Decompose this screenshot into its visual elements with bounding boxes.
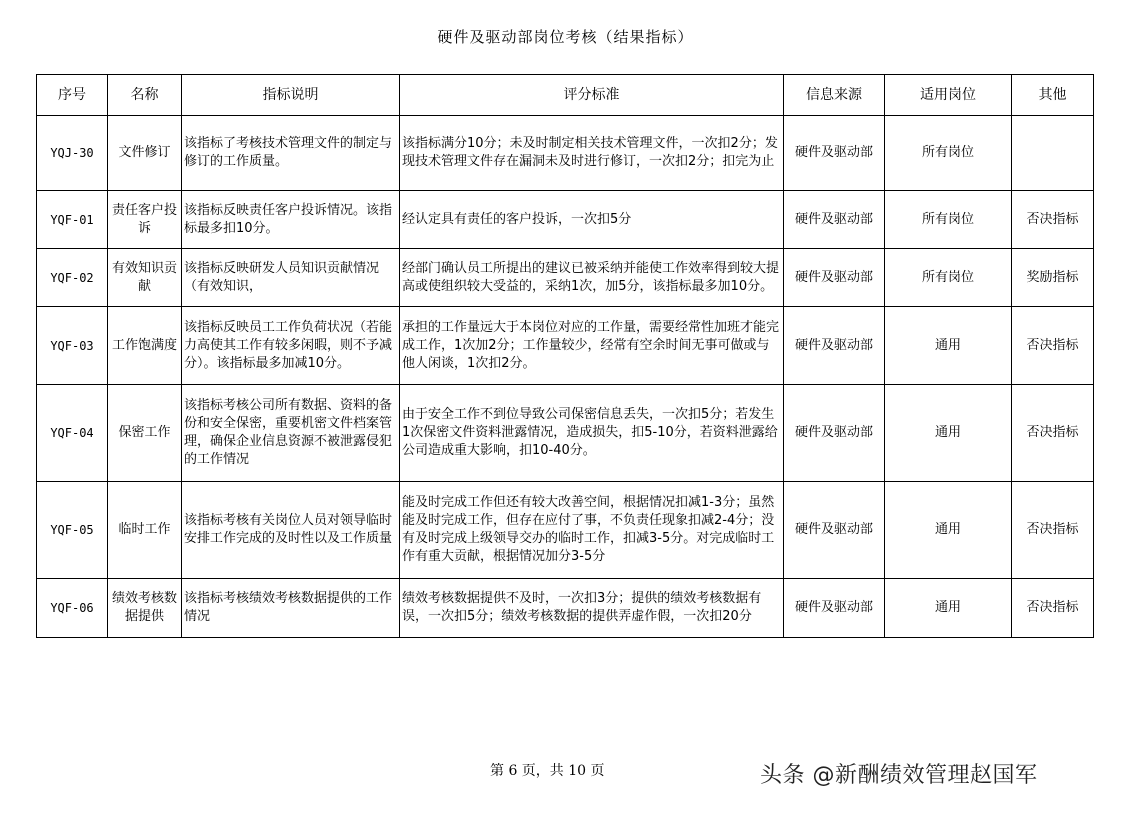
header-post: 适用岗位 bbox=[885, 75, 1012, 116]
table-header-row bbox=[37, 75, 1094, 116]
row-name: 工作饱满度 bbox=[108, 307, 182, 385]
row-post: 通用 bbox=[885, 307, 1012, 385]
document-title: 硬件及驱动部岗位考核（结果指标） bbox=[437, 28, 694, 46]
row-criteria: 绩效考核数据提供不及时，一次扣3分；提供的绩效考核数据有误，一次扣5分；绩效考核数据的提供弄虚作假，一次扣20分 bbox=[400, 579, 784, 638]
row-post: 所有岗位 bbox=[885, 191, 1012, 249]
row-post: 所有岗位 bbox=[885, 249, 1012, 307]
row-name: 文件修订 bbox=[108, 116, 182, 191]
row-name: 绩效考核数据提供 bbox=[108, 579, 182, 638]
row-name: 有效知识贡献 bbox=[108, 249, 182, 307]
row-other bbox=[1012, 116, 1094, 191]
row-post: 通用 bbox=[885, 385, 1012, 482]
row-post: 通用 bbox=[885, 482, 1012, 579]
assessment-table bbox=[36, 74, 1094, 638]
watermark: 头条 @新酬绩效管理赵国军 bbox=[760, 763, 1038, 788]
row-source: 硬件及驱动部 bbox=[784, 482, 885, 579]
table-row bbox=[37, 191, 1094, 249]
row-source: 硬件及驱动部 bbox=[784, 249, 885, 307]
table-row bbox=[37, 307, 1094, 385]
row-source: 硬件及驱动部 bbox=[784, 116, 885, 191]
row-code: YQF-06 bbox=[37, 579, 108, 638]
row-description: 该指标考核公司所有数据、资料的备份和安全保密，重要机密文件档案管理，确保企业信息资源不被泄露侵犯的工作情况 bbox=[182, 385, 400, 482]
row-description: 该指标反映责任客户投诉情况。该指标最多扣10分。 bbox=[182, 191, 400, 249]
page-number: 第 6 页，共 10 页 bbox=[490, 763, 605, 779]
row-description: 该指标了考核技术管理文件的制定与修订的工作质量。 bbox=[182, 116, 400, 191]
row-source: 硬件及驱动部 bbox=[784, 385, 885, 482]
row-other: 否决指标 bbox=[1012, 579, 1094, 638]
row-criteria: 经认定具有责任的客户投诉，一次扣5分 bbox=[400, 191, 784, 249]
header-index: 序号 bbox=[37, 75, 108, 116]
header-criteria: 评分标准 bbox=[400, 75, 784, 116]
row-criteria: 该指标满分10分；未及时制定相关技术管理文件，一次扣2分；发现技术管理文件存在漏洞未及时进行修订，一次扣2分；扣完为止 bbox=[400, 116, 784, 191]
row-code: YQF-02 bbox=[37, 249, 108, 307]
table-row bbox=[37, 385, 1094, 482]
row-post: 所有岗位 bbox=[885, 116, 1012, 191]
row-criteria: 能及时完成工作但还有较大改善空间，根据情况扣减1-3分；虽然能及时完成工作，但存在应付了事，不负责任现象扣减2-4分；没有及时完成上级领导交办的临时工作，扣减3-5分。对完成临时工作有重大贡献，根据情况加分3-5分 bbox=[400, 482, 784, 579]
row-other: 否决指标 bbox=[1012, 385, 1094, 482]
row-criteria: 经部门确认员工所提出的建议已被采纳并能使工作效率得到较大提高或使组织较大受益的，采纳1次，加5分，该指标最多加10分。 bbox=[400, 249, 784, 307]
header-description: 指标说明 bbox=[182, 75, 400, 116]
row-source: 硬件及驱动部 bbox=[784, 307, 885, 385]
row-name: 保密工作 bbox=[108, 385, 182, 482]
header-source: 信息来源 bbox=[784, 75, 885, 116]
row-other: 否决指标 bbox=[1012, 307, 1094, 385]
row-source: 硬件及驱动部 bbox=[784, 579, 885, 638]
row-code: YQF-05 bbox=[37, 482, 108, 579]
row-code: YQF-04 bbox=[37, 385, 108, 482]
row-name: 责任客户投诉 bbox=[108, 191, 182, 249]
row-code: YQF-03 bbox=[37, 307, 108, 385]
row-description: 该指标反映员工工作负荷状况（若能力高使其工作有较多闲暇，则不予减分）。该指标最多加减10分。 bbox=[182, 307, 400, 385]
row-code: YQF-01 bbox=[37, 191, 108, 249]
row-other: 否决指标 bbox=[1012, 482, 1094, 579]
table-row bbox=[37, 482, 1094, 579]
row-name: 临时工作 bbox=[108, 482, 182, 579]
row-description: 该指标反映研发人员知识贡献情况（有效知识， bbox=[182, 249, 400, 307]
row-code: YQJ-30 bbox=[37, 116, 108, 191]
table-row bbox=[37, 579, 1094, 638]
header-other: 其他 bbox=[1012, 75, 1094, 116]
row-criteria: 由于安全工作不到位导致公司保密信息丢失，一次扣5分；若发生1次保密文件资料泄露情况，造成损失，扣5-10分，若资料泄露给公司造成重大影响，扣10-40分。 bbox=[400, 385, 784, 482]
table-row bbox=[37, 249, 1094, 307]
row-source: 硬件及驱动部 bbox=[784, 191, 885, 249]
table-row bbox=[37, 116, 1094, 191]
row-other: 奖励指标 bbox=[1012, 249, 1094, 307]
row-description: 该指标考核绩效考核数据提供的工作情况 bbox=[182, 579, 400, 638]
row-other: 否决指标 bbox=[1012, 191, 1094, 249]
header-name: 名称 bbox=[108, 75, 182, 116]
row-post: 通用 bbox=[885, 579, 1012, 638]
row-criteria: 承担的工作量远大于本岗位对应的工作量，需要经常性加班才能完成工作，1次加2分；工作量较少，经常有空余时间无事可做或与他人闲谈，1次扣2分。 bbox=[400, 307, 784, 385]
row-description: 该指标考核有关岗位人员对领导临时安排工作完成的及时性以及工作质量 bbox=[182, 482, 400, 579]
